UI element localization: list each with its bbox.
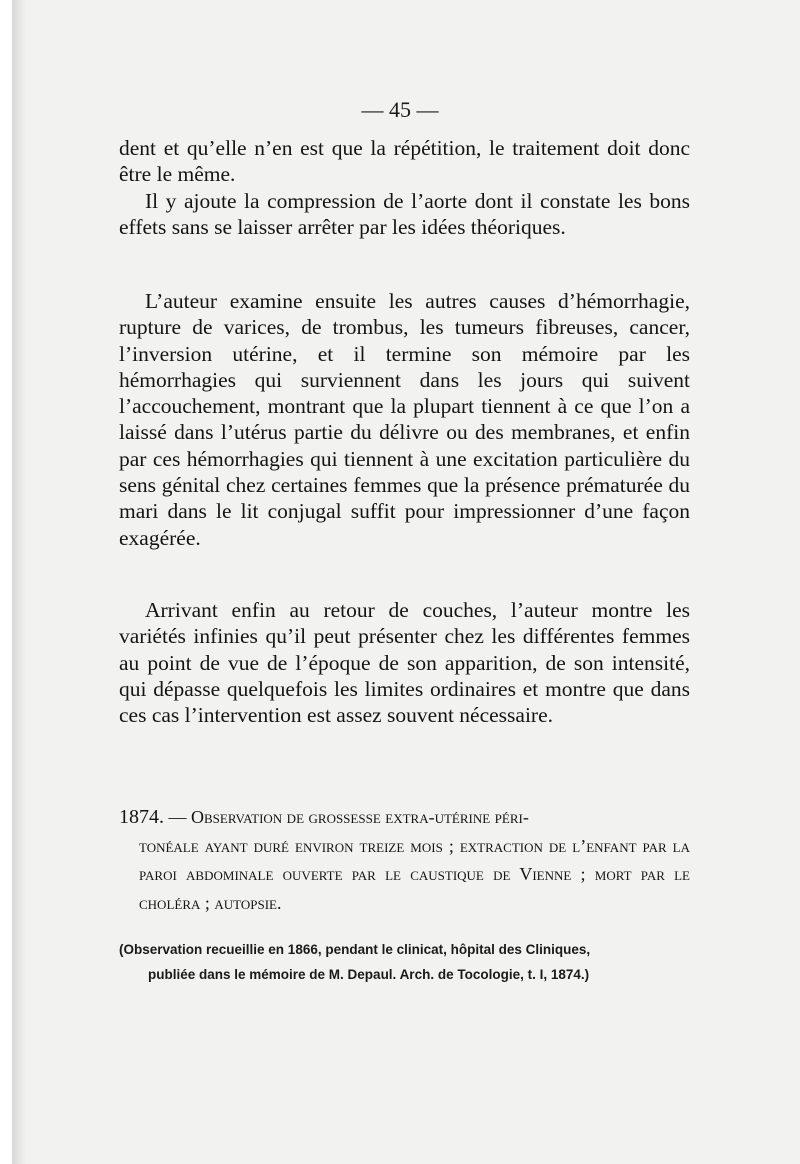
gutter-shadow [12, 0, 26, 1164]
page-number: — 45 — [361, 97, 439, 122]
heading-year: 1874. [119, 806, 164, 828]
paragraph-block-causes [119, 288, 690, 551]
paragraph-1: dent et qu’elle n’en est que la répétition, le traitement doit donc être le même. [119, 136, 690, 187]
paragraph-2: Il y ajoute la compression de l’aorte dont il constate les bons effets sans se laisser arrêter par les idées théoriques. [119, 188, 690, 239]
paragraph-4: Arrivant enfin au retour de couches, l’auteur montre les variétés infinies qu’il peut présenter chez les différentes femmes au point de vue de l’époque de son apparition, de son intensité, qui dépasse quelquefois les limites ordinaires et montre que dans ces cas l’intervention est assez souvent nécessaire. [119, 598, 690, 728]
heading-title-line1: Observation de grossesse extra-utérine péri- [191, 807, 529, 827]
paragraph-3: L’auteur examine ensuite les autres causes d’hémorrhagie, rupture de varices, de trombus, les tumeurs fibreuses, cancer, l’inversion utérine, et il termine son mémoire par les hémorrhagies qui surviennent dans les jours qui suivent l’accouchement, montrant que la plupart tiennent à ce que l’on a laissé dans l’utérus partie du délivre ou des membranes, et enfin par ces hémorrhagies qui tiennent à une excitation particulière du sens génital chez certaines femmes que la présence prématurée du mari dans le lit conjugal suffit pour impressionner d’une façon exagérée. [119, 289, 690, 550]
heading-title-rest: tonéale ayant duré environ treize mois ; extraction de l’enfant par la paroi abdominale ouverte par le caustique de Vienne ; mort par le choléra ; autopsie. [139, 835, 690, 913]
source-note-line2: publiée dans le mémoire de M. Depaul. Arch. de Tocologie, t. I, 1874.) [148, 967, 590, 982]
observation-heading [119, 803, 690, 917]
paragraph-continuation [119, 135, 690, 240]
page-gutter [0, 0, 12, 1164]
heading-dash: — [164, 807, 191, 827]
source-note-line1: (Observation recueillie en 1866, pendant le clinicat, hôpital des Cliniques, [119, 942, 591, 957]
source-note [119, 937, 693, 987]
paragraph-block-retour [119, 597, 690, 728]
